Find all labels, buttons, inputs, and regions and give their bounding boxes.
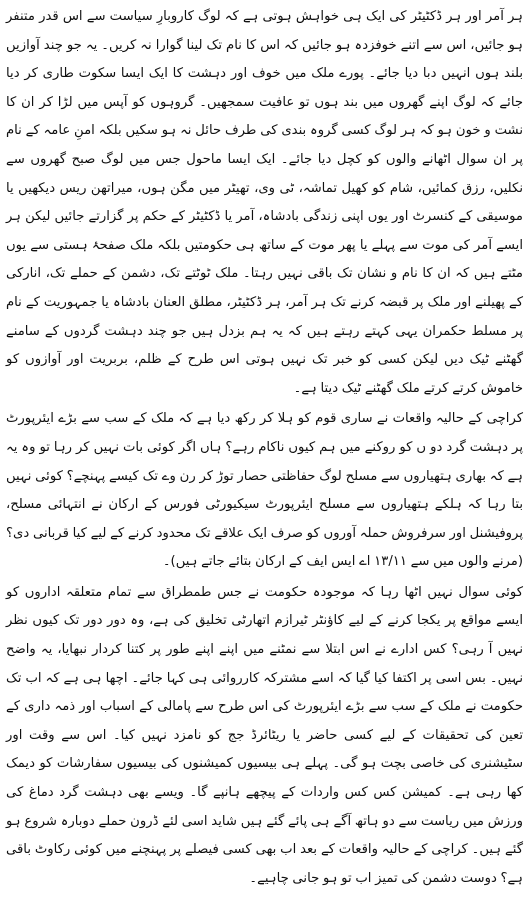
article-paragraph-1: ہر آمر اور ہر ڈکٹیٹر کی ایک ہی خواہش ہوتی ہے کہ لوگ کاروبارِ سیاست سے اس قدر متنفر ہو جائیں، اس سے اتنے خوفزدہ ہو جائیں کہ اس کا نام تک لینا گوارا نہ کریں۔ یہ جو چند آوازیں بلند ہوں انہیں دبا دیا جائے۔ پورے ملک میں خوف اور دہشت کا ایک ایسا سکوت طاری کر دیا جائے کہ لوگ اپنے گھروں میں بند ہوں تو عافیت سمجھیں۔ گروہوں کو آپس میں لڑا کر ان کا نشت و خون ہو کہ ہر لوگ کسی گروہ بندی کی طرف حائل نہ ہو سکیں بلکہ امنِ عامہ کے نام پر ان سوال اٹھانے والوں کو کچل دیا جائے۔ ایک ایسا ماحول جس میں لوگ صبح گھروں سے نکلیں، رزق کمائیں، شام کو کھیل تماشہ، ٹی وی، تھیٹر میں مگن ہوں، میراتھن ریس دیکھیں یا موسیقی کے کنسرٹ اور یوں اپنی زندگی بادشاہ، آمر یا ڈکٹیٹر کے حکم پر گزارتے جائیں لیکن ہر ایسے آمر کی موت سے پہلے یا پھر موت کے ساتھ ہی حکومتیں بلکہ ملک صفحۂ ہستی سے یوں مٹتے ہیں کہ ان کا نام و نشان تک باقی نہیں رہتا۔ ملک ٹوٹتے تک، دشمن کے حملے تک، انارکی کے پھیلنے اور ملک پر قبضہ کرنے تک ہر آمر، ہر ڈکٹیٹر، مطلق العنان بادشاہ یا جمہوریت کے نام پر مسلط حکمران یہی کہتے رہتے ہیں کہ یہ ہم بزدل ہیں جو چند دہشت گردوں کے سامنے گھٹنے ٹیک دیں لیکن کسی کو خبر تک نہیں ہوتی اس طرح کے ظلم، بربریت اور آوازوں کو خاموش کرتے کرتے ملک گھٹنے ٹیک دیتا ہے۔ xyxy=(6,9,523,396)
article-paragraph-2: کراچی کے حالیہ واقعات نے ساری قوم کو ہلا کر رکھ دیا ہے کہ ملک کے سب سے بڑے ایئرپورٹ پر دہشت گرد دو ں کو روکنے میں ہم کیوں ناکام رہے؟ ہاں اگر کوئی بات نہیں کر رہا تو وہ یہ ہے کہ بھاری ہتھیاروں سے مسلح لوگ حفاظتی حصار توڑ کر رن وے تک کیسے پہنچے؟ کوئی نہیں بتا رہا کہ ہلکے ہتھیاروں سے مسلح ایئرپورٹ سیکیورٹی فورس کے ارکان نے انتہائی مسلح، پروفیشنل اور سرفروش حملہ آوروں کو صرف ایک علاقے تک محدود کرنے کے لیے کیا قربانی دی؟ (مرنے والوں میں سے ۱۳/۱۱ اے ایس ایف کے ارکان بتائے جاتے ہیں)۔ xyxy=(6,411,523,570)
article-paragraph-3: کوئی سوال نہیں اٹھا رہا کہ موجودہ حکومت نے جس طمطراق سے تمام متعلقہ اداروں کو ایسے مواقع پر یکجا کرنے کے لیے کاؤنٹر ٹیرازم اتھارٹی تخلیق کی ہے، وہ دور دور تک کیوں نظر نہیں آ رہی؟ کس ادارے نے اس ابتلا سے نمٹنے میں اپنے اپنے طور پر کتنا کردار نبھایا، یہ واضح نہیں۔ بس اسی پر اکتفا کیا گیا کہ اسے مشترکہ کارروائی ہی کہا جائے۔ اچھا ہی ہے کہ اب تک حکومت نے ملک کے سب سے بڑے ایئرپورٹ کی اس طرح سے پامالی کے اسباب اور ذمہ داری کے تعین کی تحقیقات کے لیے کسی حاضر یا ریٹائرڈ جج کو نامزد نہیں کیا۔ اس سے وقت اور سٹیشنری کی خاصی بچت ہو گی۔ پہلے ہی بیسیوں کمیشنوں کی بیسیوں سفارشات کو دیمک کھا رہی ہے۔ کمیشن کس کس واردات کے پیچھے ہانپے گا۔ ویسے بھی دہشت گرد دماغ کی ورزش میں ریاست سے دو ہاتھ آگے ہی پائے گئے ہیں شاید اسی لئے ڈرون حملے دوبارہ شروع ہو گئے ہیں۔ کراچی کے حالیہ واقعات کے بعد اب بھی کسی فیصلے پر پہنچنے میں کوئی رکاوٹ باقی ہے؟ دوست دشمن کی تمیز اب تو ہو جانی چاہیے۔ xyxy=(6,584,523,886)
